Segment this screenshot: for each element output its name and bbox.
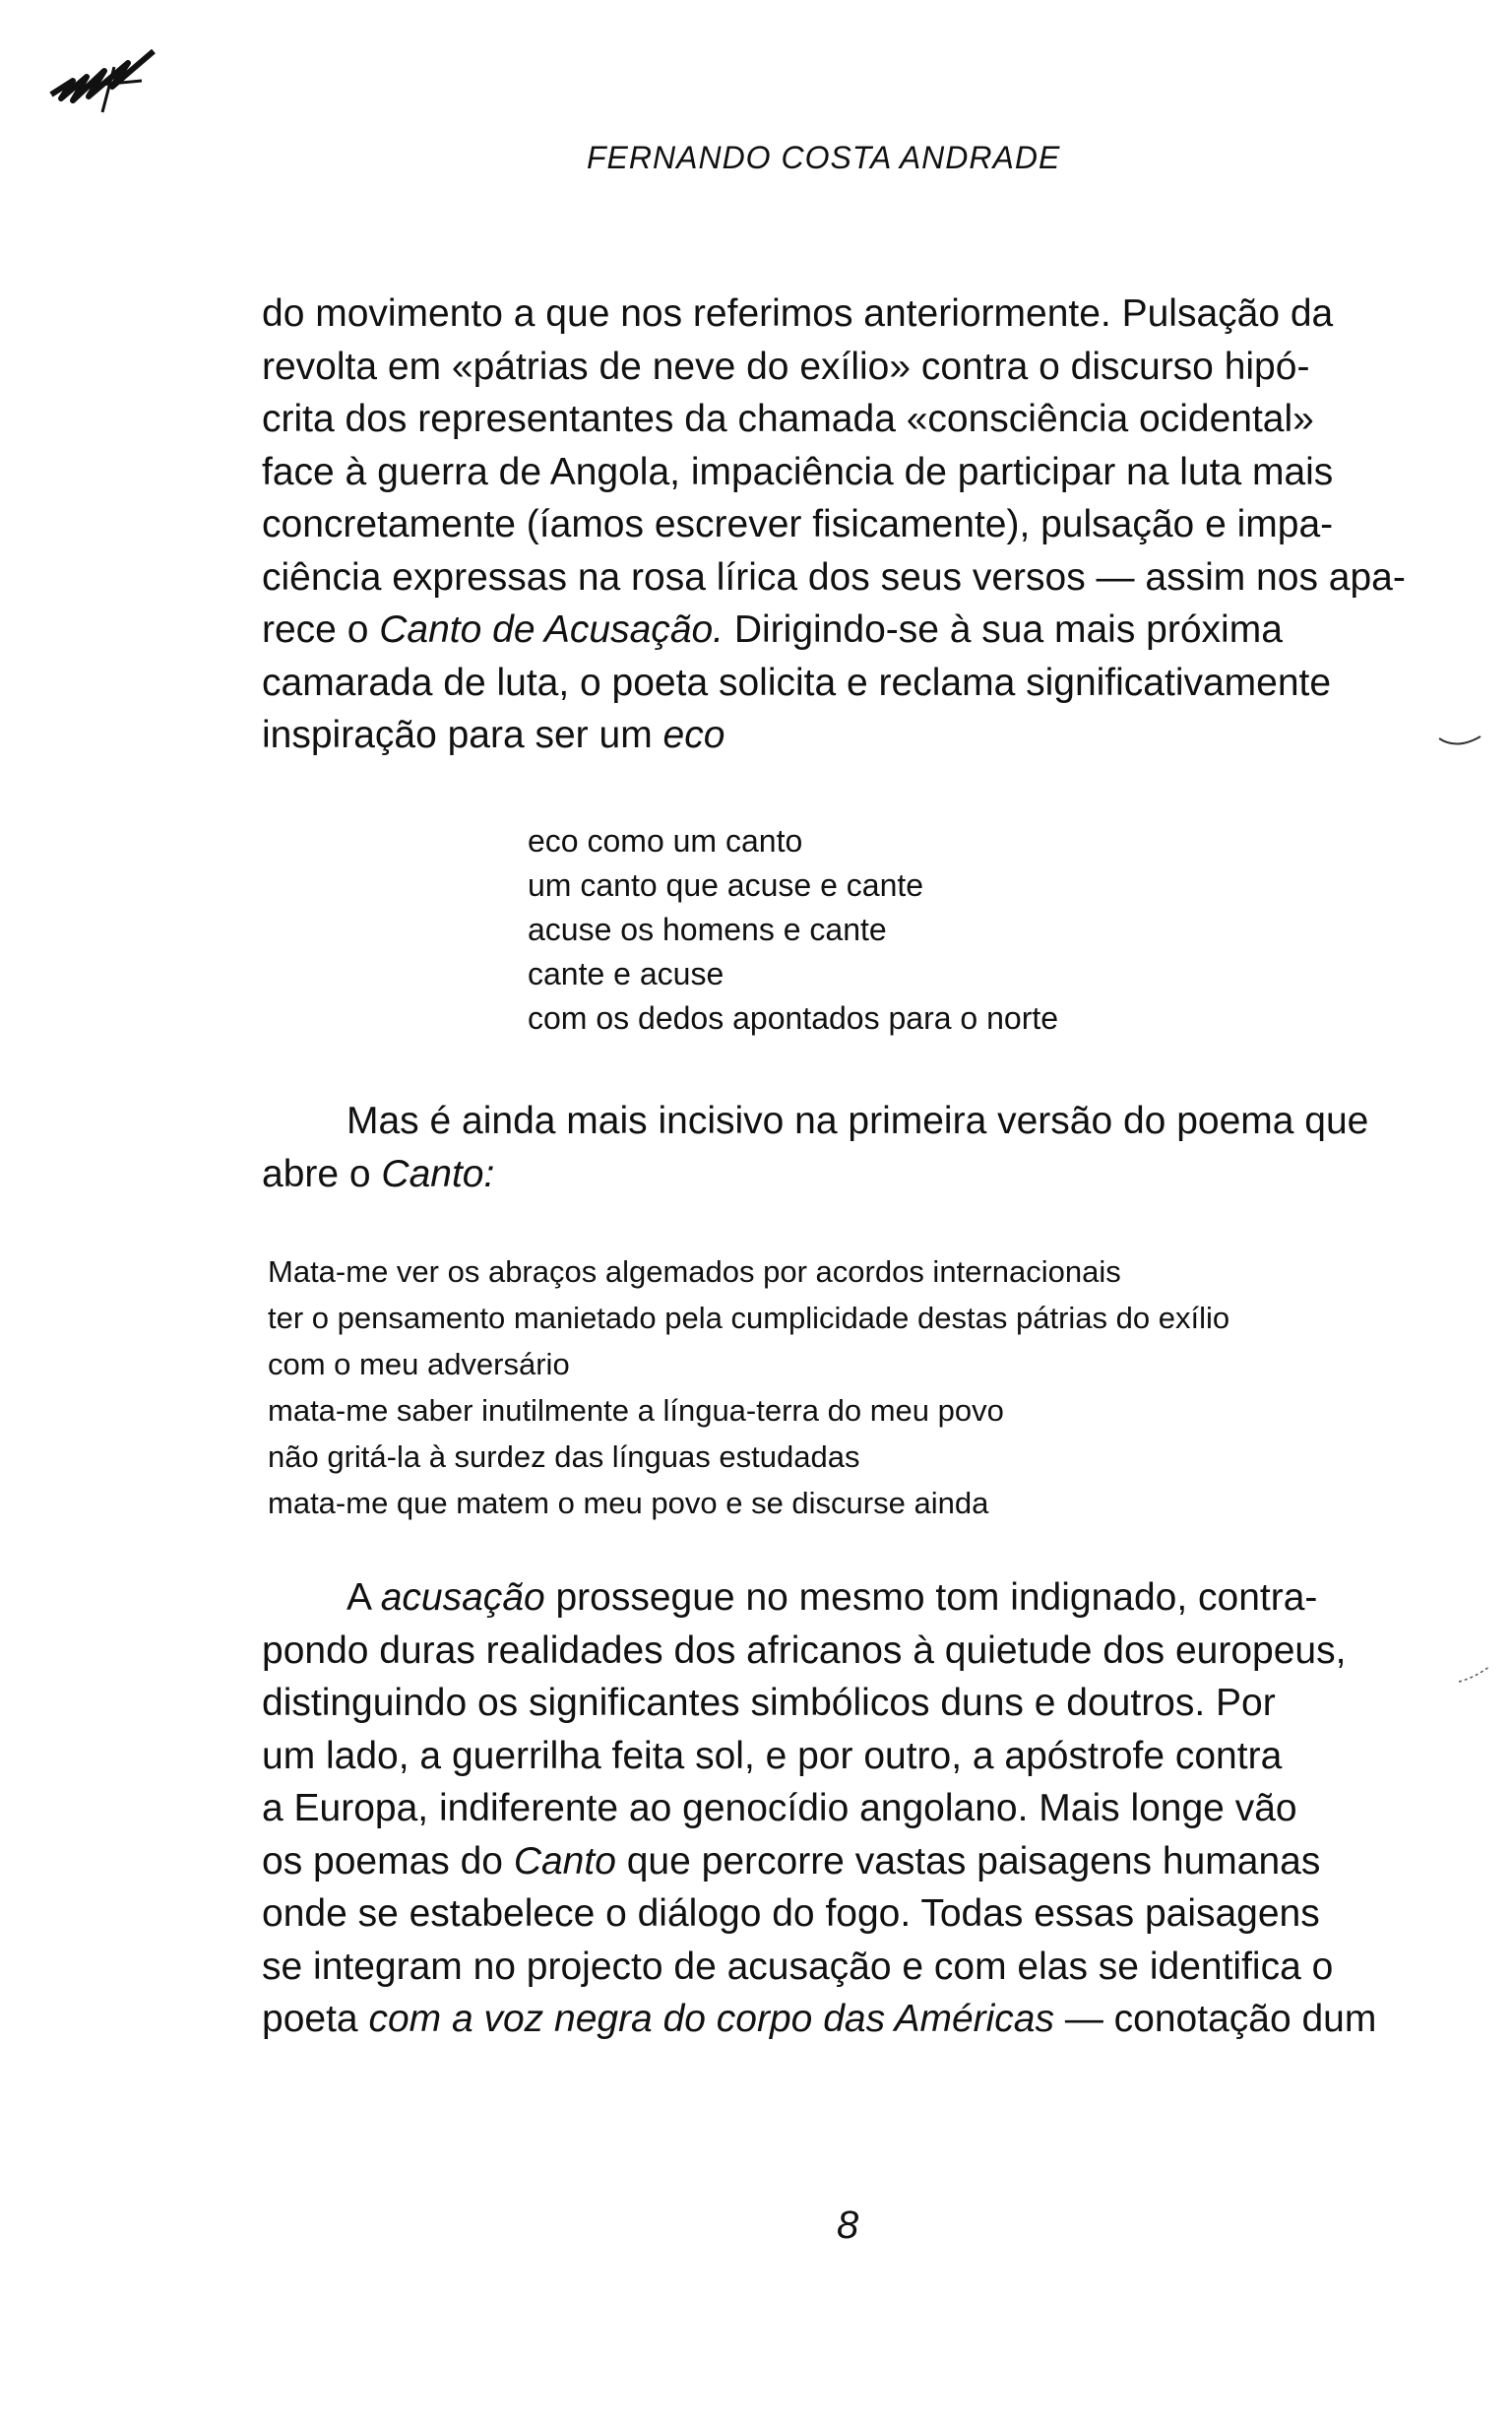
text-run: — conotação dum <box>1054 1998 1377 2040</box>
text-run: que percorre vastas paisagens humanas <box>615 1839 1321 1883</box>
text-line <box>262 1095 1443 1148</box>
poem-line: eco como um canto <box>528 823 803 859</box>
text-line <box>262 1571 1443 1625</box>
text-line <box>262 657 1443 710</box>
poem-line: cante e acuse <box>528 956 724 991</box>
poem-line: mata-me saber inutilmente a língua-terra do meu povo <box>268 1393 1004 1428</box>
text-line <box>262 1941 1443 1994</box>
margin-pencil-mark <box>1437 729 1486 758</box>
running-header: FERNANDO COSTA ANDRADE <box>587 140 1061 175</box>
margin-pencil-mark <box>1457 1664 1496 1688</box>
text-line <box>262 341 1443 394</box>
text-run: do movimento a que nos referimos anteriormente. Pulsação da <box>262 292 1334 335</box>
text-line <box>262 1993 1443 2046</box>
page-number: 8 <box>837 2203 859 2247</box>
text-line <box>262 709 1443 762</box>
text-run: Dirigindo-se à sua mais próxima <box>724 608 1283 651</box>
text-run: onde se estabelece o diálogo do fogo. Todas essas paisagens <box>262 1892 1320 1935</box>
poem-line: ter o pensamento manietado pela cumplicidade destas pátrias do exílio <box>268 1301 1230 1335</box>
italic-text: Canto de Acusação. <box>379 608 724 651</box>
text-line <box>262 1835 1443 1888</box>
text-run: se integram no projecto de acusação e com elas se identifica o <box>262 1945 1334 1988</box>
text-line <box>262 446 1443 499</box>
text-run: prossegue no mesmo tom indignado, contra- <box>544 1576 1318 1619</box>
text-run: crita dos representantes da chamada «consciência ocidental» <box>262 398 1314 440</box>
text-run: inspiração para ser um <box>262 714 663 756</box>
body-paragraph-2 <box>262 1095 1443 1200</box>
text-run: camarada de luta, o poeta solicita e reclama significativamente <box>262 661 1332 704</box>
text-run: A <box>346 1576 381 1619</box>
text-line <box>262 1887 1443 1941</box>
text-line <box>262 604 1443 657</box>
text-run: poeta <box>262 1998 369 2040</box>
poem-line: com o meu adversário <box>268 1347 570 1381</box>
handwritten-scribble-mark <box>43 37 161 116</box>
poem-excerpt-1 <box>528 819 1058 1041</box>
italic-text: com a voz negra do corpo das Américas <box>368 1998 1054 2040</box>
text-line <box>262 551 1443 605</box>
text-line <box>262 1148 1443 1201</box>
text-run: concretamente (íamos escrever fisicamente), pulsação e impa- <box>262 503 1334 545</box>
text-run: abre o <box>262 1152 382 1195</box>
italic-text: eco <box>662 714 725 756</box>
poem-line: mata-me que matem o meu povo e se discurse ainda <box>268 1486 989 1520</box>
text-run: ciência expressas na rosa lírica dos seus versos — assim nos apa- <box>262 555 1406 599</box>
text-run: um lado, a guerrilha feita sol, e por outro, a apóstrofe contra <box>262 1734 1283 1777</box>
text-line <box>262 498 1443 551</box>
text-run: os poemas do <box>262 1839 514 1883</box>
text-run: distinguindo os significantes simbólicos duns e doutros. Por <box>262 1682 1276 1724</box>
poem-line: acuse os homens e cante <box>528 912 887 947</box>
text-line <box>262 1730 1443 1783</box>
text-line <box>262 1677 1443 1730</box>
body-paragraph-3 <box>262 1571 1443 2046</box>
italic-text: Canto <box>513 1839 616 1883</box>
poem-line: Mata-me ver os abraços algemados por acordos internacionais <box>268 1254 1121 1289</box>
text-line <box>262 393 1443 446</box>
text-run: face à guerra de Angola, impaciência de participar na luta mais <box>262 450 1334 493</box>
text-run: a Europa, indiferente ao genocídio angolano. Mais longe vão <box>262 1787 1297 1829</box>
poem-line: um canto que acuse e cante <box>528 867 924 903</box>
body-paragraph-1 <box>262 287 1443 762</box>
text-run: rece o <box>262 608 380 651</box>
poem-line: não gritá-la à surdez das línguas estudadas <box>268 1439 860 1474</box>
text-run: pondo duras realidades dos africanos à quietude dos europeus, <box>262 1628 1347 1672</box>
text-run: Mas é ainda mais incisivo na primeira versão do poema que <box>346 1100 1369 1142</box>
text-line <box>262 287 1443 341</box>
poem-excerpt-2 <box>268 1248 1229 1526</box>
italic-text: acusação <box>380 1576 545 1619</box>
poem-line: com os dedos apontados para o norte <box>528 1000 1059 1036</box>
italic-text: Canto: <box>381 1152 495 1195</box>
text-line <box>262 1782 1443 1835</box>
text-line <box>262 1625 1443 1678</box>
text-run: revolta em «pátrias de neve do exílio» contra o discurso hipó- <box>262 345 1310 388</box>
